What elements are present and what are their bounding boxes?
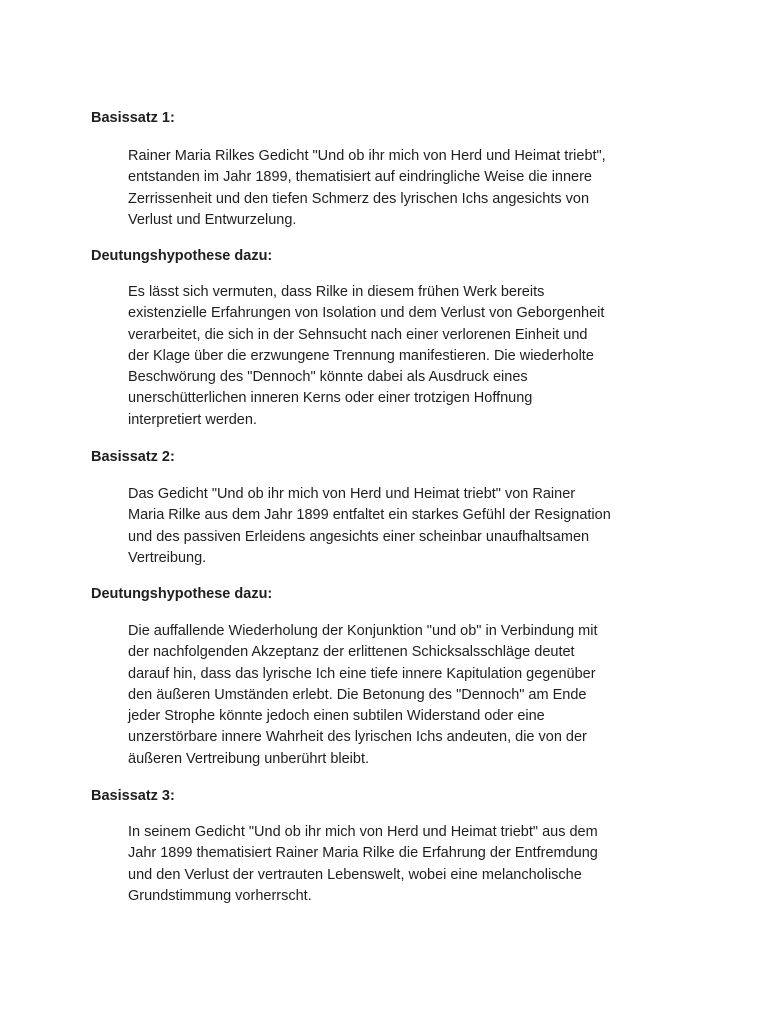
paragraph-line: Rainer Maria Rilkes Gedicht "Und ob ihr mich von Herd und Heimat triebt",	[128, 148, 606, 164]
paragraph-line: darauf hin, dass das lyrische Ich eine tiefe innere Kapitulation gegenüber	[128, 665, 596, 682]
paragraph-line: verarbeitet, die sich in der Sehnsucht nach einer verlorenen Einheit und	[128, 326, 588, 343]
paragraph-line: und den Verlust der vertrauten Lebenswelt, wobei eine melancholische	[128, 866, 582, 883]
section-heading: Deutungshypothese dazu:	[91, 586, 273, 602]
section-heading: Basissatz 1:	[91, 110, 175, 126]
paragraph-line: In seinem Gedicht "Und ob ihr mich von Herd und Heimat triebt" aus dem	[128, 824, 598, 840]
paragraph-line: Vertreibung.	[128, 549, 207, 566]
paragraph-line: Verlust und Entwurzelung.	[128, 211, 297, 228]
paragraph-line: äußeren Vertreibung unberührt bleibt.	[128, 750, 370, 767]
paragraph-line: der Klage über die erzwungene Trennung manifestieren. Die wiederholte	[128, 347, 594, 364]
paragraph-line: unerschütterlichen inneren Kerns oder einer trotzigen Hoffnung	[128, 390, 533, 407]
paragraph-line: Beschwörung des "Dennoch" könnte dabei als Ausdruck eines	[128, 369, 528, 386]
section-paragraph	[128, 282, 648, 431]
paragraph-line: Das Gedicht "Und ob ihr mich von Herd und Heimat triebt" von Rainer	[128, 486, 576, 502]
section-paragraph	[128, 146, 648, 231]
paragraph-line: unzerstörbare innere Wahrheit des lyrischen Ichs andeuten, die von der	[128, 729, 587, 746]
section-paragraph	[128, 822, 648, 907]
paragraph-line: Jahr 1899 thematisiert Rainer Maria Rilke die Erfahrung der Entfremdung	[128, 845, 598, 862]
paragraph-line: der nachfolgenden Akzeptanz der erlittenen Schicksalsschläge deutet	[128, 644, 575, 661]
paragraph-line: existenzielle Erfahrungen von Isolation und dem Verlust von Geborgenheit	[128, 305, 605, 322]
section-heading: Basissatz 2:	[91, 449, 175, 465]
paragraph-line: und des passiven Erleidens angesichts einer scheinbar unaufhaltsamen	[128, 528, 590, 545]
paragraph-line: Die auffallende Wiederholung der Konjunktion "und ob" in Verbindung mit	[128, 623, 598, 639]
paragraph-line: Es lässt sich vermuten, dass Rilke in diesem frühen Werk bereits	[128, 284, 545, 300]
paragraph-line: interpretiert werden.	[128, 411, 257, 428]
section-paragraph	[128, 621, 648, 770]
paragraph-line: Zerrissenheit und den tiefen Schmerz des lyrischen Ichs angesichts von	[128, 190, 590, 207]
section-paragraph	[128, 484, 648, 569]
paragraph-line: jeder Strophe könnte jedoch einen subtilen Widerstand oder eine	[128, 708, 545, 725]
paragraph-line: Maria Rilke aus dem Jahr 1899 entfaltet ein starkes Gefühl der Resignation	[128, 507, 611, 524]
paragraph-line: den äußeren Umständen erlebt. Die Betonung des "Dennoch" am Ende	[128, 686, 587, 703]
paragraph-line: entstanden im Jahr 1899, thematisiert auf eindringliche Weise die innere	[128, 169, 592, 186]
paragraph-line: Grundstimmung vorherrscht.	[128, 887, 312, 904]
section-heading: Deutungshypothese dazu:	[91, 248, 273, 264]
section-heading: Basissatz 3:	[91, 788, 175, 804]
